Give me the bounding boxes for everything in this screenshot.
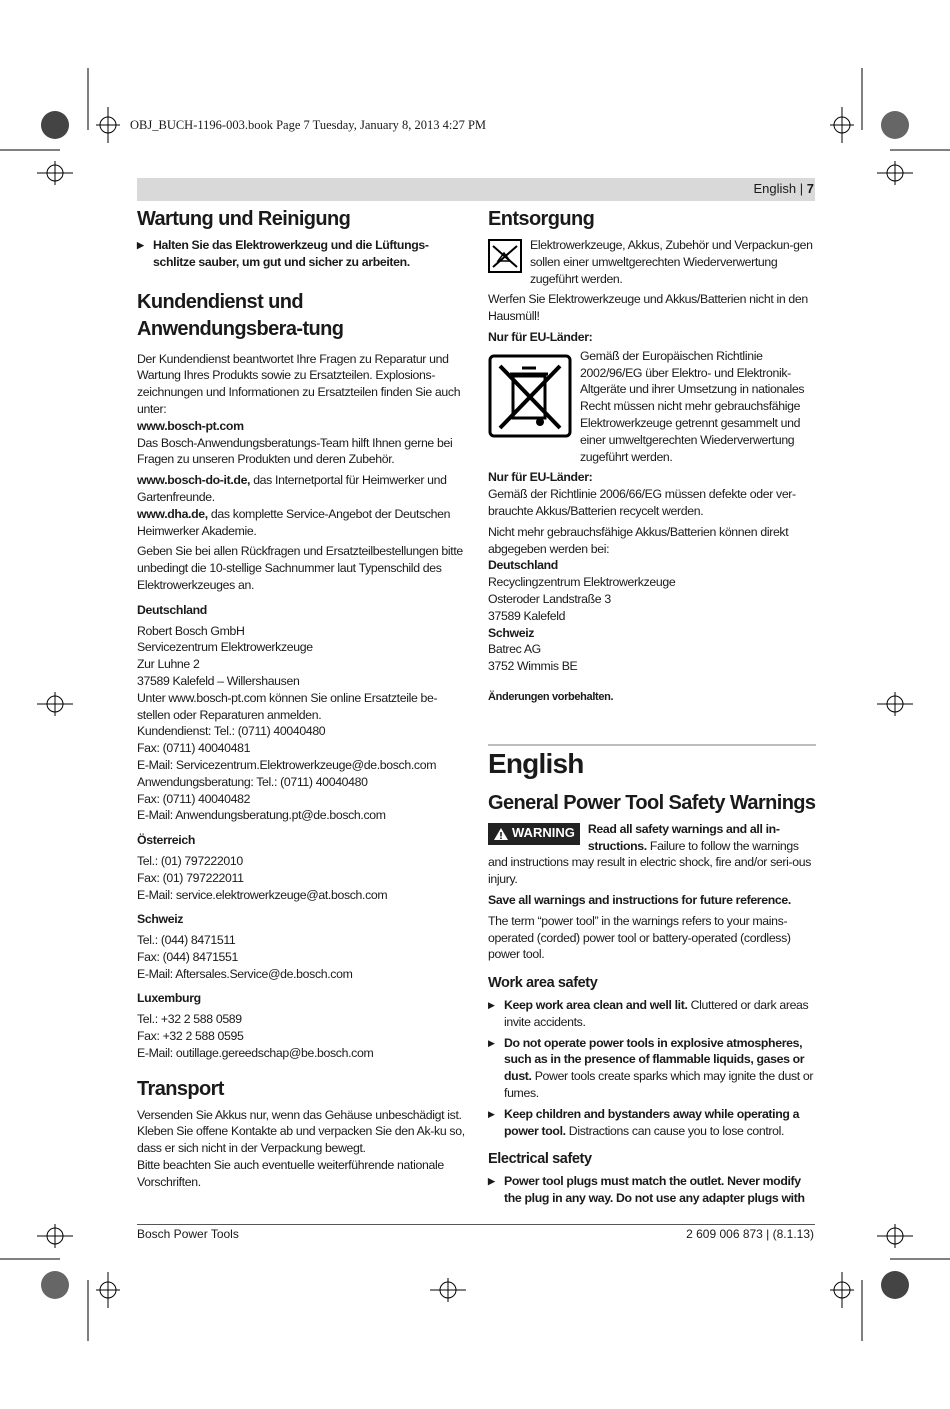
work-bullet-3 [488,1106,816,1140]
address-line: E-Mail: Anwendungsberatung.pt@de.bosch.com [137,808,386,823]
warning-triangle-icon [493,827,509,841]
header-section-label: English [753,181,797,196]
address-line: 37589 Kalefeld – Willershausen [137,673,300,688]
heading-english: English [488,747,584,779]
url-dha[interactable]: www.dha.de, [137,506,208,521]
work-bullet-2-bold: Do not operate power tools in explosive atmospheres, such as in the presence of flammable liquids, gases or dust. [504,1035,805,1084]
kunden-paragraph-2: Das Bosch-Anwendungsberatungs-Team hilft Ihnen gerne bei Fragen zu unseren Produkten und deren Zubehör. [137,435,453,467]
work-bullet-3-bold: Keep children and bystanders away while operating a power tool. [504,1106,800,1138]
kunden-paragraph-dha [137,506,465,540]
header-section: English | 7 [753,181,814,196]
address-line: Fax: (0711) 40040481 [137,741,251,756]
term-paragraph: The term “power tool” in the warnings refers to your mains-operated (corded) power tool or battery-operated (cordless) power tool. [488,913,791,962]
url-bosch-do-it-text: das Internetportal für Heimwerker und Gartenfreunde. [137,473,447,504]
url-bosch-pt[interactable]: www.bosch-pt.com [137,418,244,433]
country-deutschland: Deutschland [137,602,207,617]
wartung-bullet: ▶ Halten Sie das Elektrowerkzeug und die Lüftungs-schlitze sauber, um gut und sicher zu arbeiten. [137,237,465,271]
warning-text: Failure to follow the warnings and instructions may result in electric shock, fire and/or seri-ous injury. [488,838,812,887]
work-bullet-1 [488,997,816,1031]
address-line: Tel.: (044) 8471511 [137,933,236,948]
address-line: 37589 Kalefeld [488,608,566,623]
transport-paragraph-2: Bitte beachten Sie auch eventuelle weiterführende nationale Vorschriften. [137,1158,444,1189]
warning-badge [488,823,580,845]
section-divider [488,744,816,746]
url-dha-text: das komplette Service-Angebot der Deutschen Heimwerker Akademie. [137,506,451,538]
right-column [488,206,816,1207]
kunden-paragraph-3: Geben Sie bei allen Rückfragen und Ersatzteilbestellungen bitte unbedingt die 10-stellige Sachnummer laut Typenschild des Elektrowerkzeuges an. [137,544,463,592]
footer-left: Bosch Power Tools [137,1227,239,1241]
heading-electrical-safety: Electrical safety [488,1151,592,1168]
country-luxemburg: Luxemburg [137,991,201,1006]
page-number: 7 [806,181,814,196]
work-bullet-1-text: Cluttered or dark areas invite accidents. [504,998,809,1029]
address-line: Fax: (0711) 40040482 [137,791,251,806]
save-all-warnings: Save all warnings and instructions for future reference. [488,892,791,907]
elec-bullet-1: ▶ Power tool plugs must match the outlet. Never modify the plug in any way. Do not use any adapter plugs with [488,1173,816,1207]
warning-badge-label: WARNING [512,825,575,841]
address-line: Zur Luhne 2 [137,657,200,672]
book-info-line: OBJ_BUCH-1196-003.book Page 7 Tuesday, January 8, 2013 4:27 PM [130,118,487,132]
heading-work-area: Work area safety [488,975,598,992]
address-line: Batrec AG [488,642,541,657]
heading-kundendienst: Kundendienst und Anwendungsbera-tung [137,290,344,340]
header-bar [137,178,815,201]
kunden-paragraph-1: Der Kundendienst beantwortet Ihre Fragen zu Reparatur und Wartung Ihres Produkts sowie zu Ersatzteilen. Explosions-zeichnungen und Informationen zu Ersatzteilen finden Sie auch unter: [137,351,461,416]
warning-block [488,821,816,888]
transport-paragraph: Versenden Sie Akkus nur, wenn das Gehäuse unbeschädigt ist. Kleben Sie offene Kontakte ab und verpacken Sie den Ak-ku so, dass er sich nicht in der Verpackung bewegt. [137,1107,465,1156]
eu-title-1: Nur für EU-Länder: [488,329,593,344]
weee-row [488,350,816,466]
crossed-bin-icon [488,354,572,438]
country-deutschland-recycling: Deutschland [488,558,558,573]
heading-general-warnings: General Power Tool Safety Warnings [488,791,816,814]
eu-paragraph-2: Gemäß der Richtlinie 2006/66/EG müssen defekte oder ver-brauchte Akkus/Batterien recycelt werden. [488,487,796,518]
address-line: E-Mail: service.elektrowerkzeuge@at.bosch.com [137,887,388,902]
entsorgung-paragraph-2: Werfen Sie Elektrowerkzeuge und Akkus/Batterien nicht in den Hausmüll! [488,292,808,324]
address-line: Kundendienst: Tel.: (0711) 40040480 [137,724,326,739]
address-line: Fax: (044) 8471551 [137,949,239,964]
address-line: E-Mail: outillage.gereedschap@be.bosch.com [137,1045,374,1060]
address-line: Fax: (01) 797222011 [137,870,244,885]
address-line: Servicezentrum Elektrowerkzeuge [137,640,313,655]
work-bullet-2 [488,1035,816,1102]
footer-right: 2 609 006 873 | (8.1.13) [686,1227,814,1241]
address-line: Osteroder Landstraße 3 [488,591,611,606]
address-line: Robert Bosch GmbH [137,623,245,638]
address-line: 3752 Wimmis BE [488,659,578,674]
address-line: Tel.: +32 2 588 0589 [137,1012,242,1027]
address-line: E-Mail: Aftersales.Service@de.bosch.com [137,966,353,981]
heading-entsorgung: Entsorgung [488,208,595,230]
work-bullet-3-text: Distractions can cause you to lose control. [565,1123,785,1138]
address-line: Fax: +32 2 588 0595 [137,1029,244,1044]
entsorgung-paragraph-1: Elektrowerkzeuge, Akkus, Zubehör und Verpackun-gen sollen einer umweltgerechten Wiederverwertung zugeführt werden. [530,238,813,286]
address-line: E-Mail: Servicezentrum.Elektrowerkzeuge@de.bosch.com [137,757,437,772]
left-column [137,206,465,1191]
work-bullet-1-bold: Keep work area clean and well lit. [504,998,688,1013]
eu-paragraph-3: Nicht mehr gebrauchsfähige Akkus/Batterien können direkt abgegeben werden bei: [488,524,789,556]
address-line: Anwendungsberatung: Tel.: (0711) 40040480 [137,774,368,789]
entsorgung-row [488,237,816,287]
work-bullet-2-text: Power tools create sparks which may ignite the dust or fumes. [504,1069,814,1101]
address-line: Tel.: (01) 797222010 [137,853,243,868]
address-line: Recyclingzentrum Elektrowerkzeuge [488,575,676,590]
country-schweiz: Schweiz [137,912,184,927]
url-bosch-do-it[interactable]: www.bosch-do-it.de, [137,473,251,488]
heading-wartung: Wartung und Reinigung [137,208,351,230]
eu-title-2: Nur für EU-Länder: [488,470,593,485]
kunden-paragraph-doit [137,472,465,506]
country-schweiz-recycling: Schweiz [488,625,535,640]
footer-rule [137,1224,815,1225]
address-line: Unter www.bosch-pt.com können Sie online Ersatzteile be-stellen oder Reparaturen anmelden. [137,690,438,722]
warning-bold: Read all safety warnings and all in-structions. [587,821,780,853]
country-oesterreich: Österreich [137,833,196,848]
heading-transport: Transport [137,1077,224,1100]
recycling-symbol-icon [488,239,522,273]
eu-paragraph-1: Gemäß der Europäischen Richtlinie 2002/96/EG über Elektro- und Elektronik-Altgeräte und ihrer Umsetzung in nationales Recht müssen nicht mehr gebrauchsfähige Elektrowerkzeuge getrennt gesammelt und einer umweltgerechten Wiederverwertung zugeführt werden. [580,348,805,464]
changes-note: Änderungen vorbehalten. [488,690,614,703]
